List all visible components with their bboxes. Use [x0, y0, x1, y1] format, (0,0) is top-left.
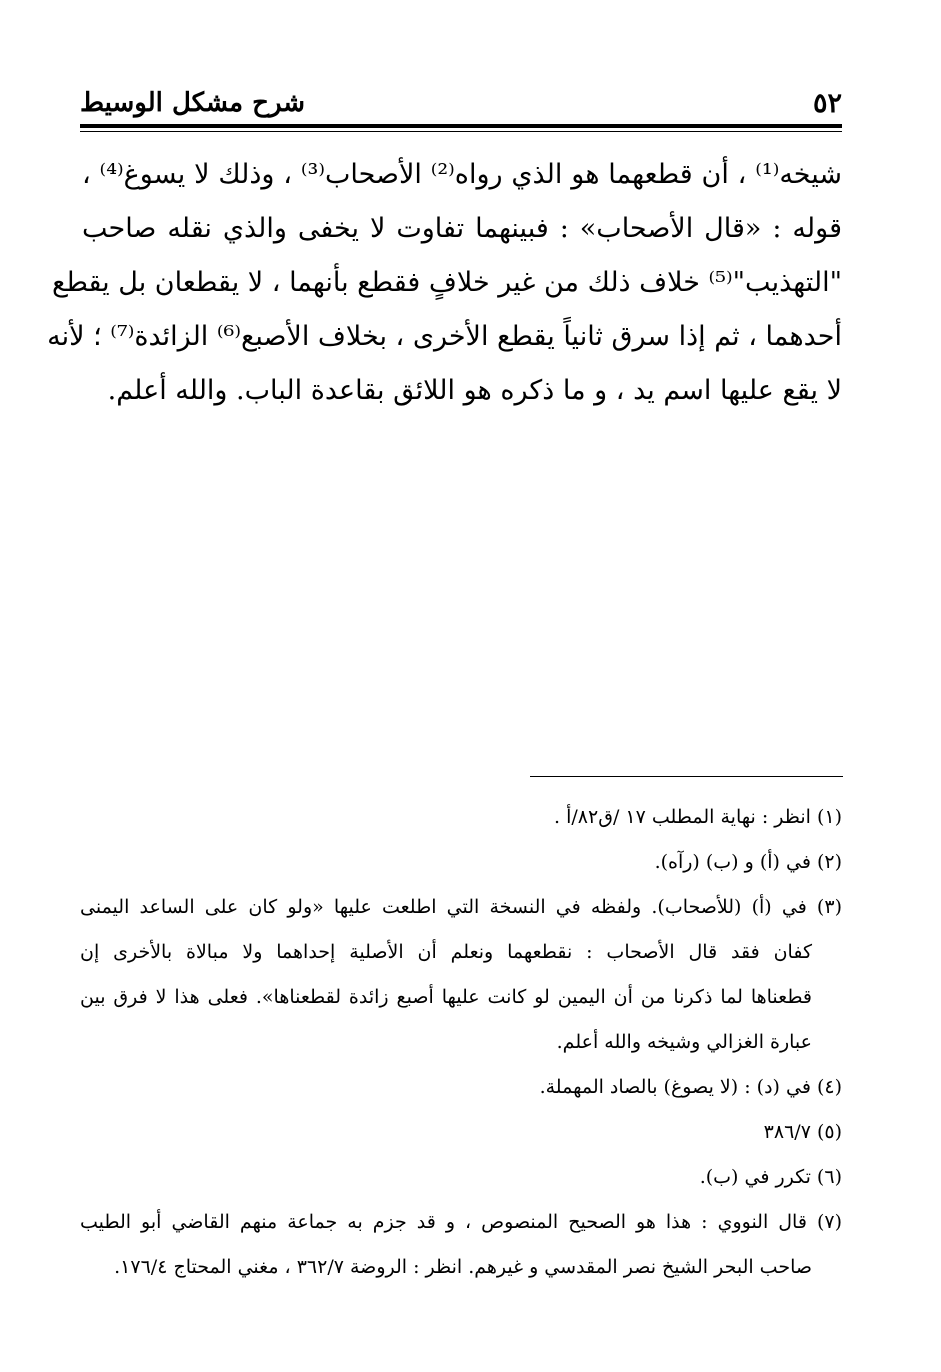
header-rule-thick — [80, 124, 842, 128]
footnote-line: عبارة الغزالي وشيخه والله أعلم. — [556, 1031, 812, 1053]
footnote-line: (٥) ٣٨٦/٧ — [763, 1121, 842, 1143]
footnote-line: صاحب البحر الشيخ نصر المقدسي و غيرهم. انظر : الروضة ٣٦٢/٧ ، مغني المحتاج ١٧٦/٤. — [114, 1256, 812, 1278]
page-number: ٥٢ — [812, 88, 842, 119]
footnote-line: (١) انظر : نهاية المطلب ١٧ /ق٨٢/أ . — [554, 806, 842, 828]
footnote-line: قطعناها لما ذكرنا من أن اليمين لو كانت عليها أصبع زائدة لقطعناها». فعلى هذا لا فرق بين — [80, 986, 812, 1008]
main-text-line: شيخه⁽¹⁾ ، أن قطعهما هو الذي رواه⁽²⁾ الأصحاب⁽³⁾ ، وذلك لا يسوغ⁽⁴⁾ ، — [82, 159, 842, 190]
footnote-line: (٣) في (أ) (للأصحاب). ولفظه في النسخة التي اطلعت عليها «ولو كان على الساعد اليمنى — [80, 896, 842, 918]
footnote-separator — [530, 776, 843, 777]
footnote-line: كفان فقد قال الأصحاب : نقطعهما ونعلم أن الأصلية إحداهما ولا مبالاة بالأخرى إن — [80, 941, 812, 963]
book-title: شرح مشكل الوسيط — [80, 88, 306, 118]
footnote-line: (٢) في (أ) و (ب) (رآه). — [654, 851, 842, 873]
main-text-line: "التهذيب"⁽⁵⁾ خلاف ذلك من غير خلافٍ فقطع بأنهما ، لا يقطعان بل يقطع — [51, 267, 842, 298]
header-rule-thin — [80, 131, 842, 132]
footnote-line: (٦) تكرر في (ب). — [699, 1166, 842, 1188]
footnotes — [80, 795, 842, 1290]
main-text-line: قوله : «قال الأصحاب» : فبينهما تفاوت لا يخفى والذي نقله صاحب — [82, 213, 842, 244]
main-text-line: أحدهما ، ثم إذا سرق ثانياً يقطع الأخرى ، بخلاف الأصبع⁽⁶⁾ الزائدة⁽⁷⁾ ؛ لأنه — [47, 321, 842, 352]
main-text-line: لا يقع عليها اسم يد ، و ما ذكره هو اللائق بقاعدة الباب. والله أعلم. — [107, 375, 842, 406]
page-header — [80, 88, 842, 124]
footnote-line: (٤) في (د) : (لا يصوغ) بالصاد المهملة. — [539, 1076, 842, 1098]
footnote-line: (٧) قال النووي : هذا هو الصحيح المنصوص ، و قد جزم به جماعة منهم القاضي أبو الطيب — [80, 1211, 842, 1233]
main-text-body — [47, 148, 842, 418]
